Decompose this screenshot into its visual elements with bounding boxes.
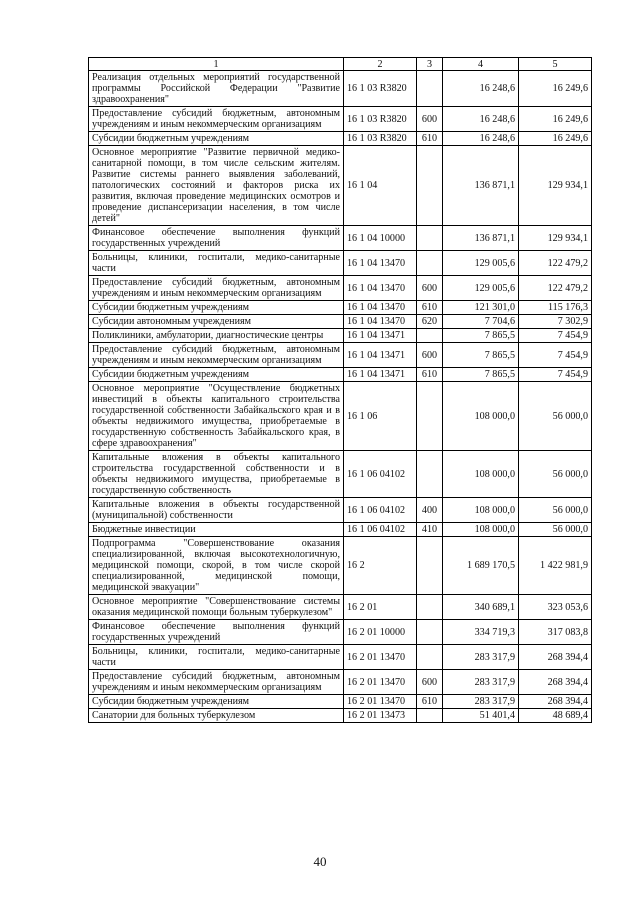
row-amount-2: 16 249,6 xyxy=(519,107,592,132)
row-expense-type: 410 xyxy=(417,523,443,537)
row-amount-1: 121 301,0 xyxy=(443,301,519,315)
row-name: Субсидии бюджетным учреждениям xyxy=(89,368,344,382)
row-code: 16 2 01 10000 xyxy=(344,620,417,645)
table-row xyxy=(89,146,592,226)
row-name: Субсидии бюджетным учреждениям xyxy=(89,301,344,315)
row-name: Больницы, клиники, госпитали, медико-санитарные части xyxy=(89,251,344,276)
header-col-5: 5 xyxy=(519,58,592,71)
row-code: 16 1 04 13470 xyxy=(344,276,417,301)
row-amount-1: 136 871,1 xyxy=(443,226,519,251)
table-row xyxy=(89,301,592,315)
row-expense-type xyxy=(417,709,443,723)
row-expense-type: 400 xyxy=(417,498,443,523)
row-amount-1: 7 865,5 xyxy=(443,343,519,368)
row-expense-type xyxy=(417,251,443,276)
row-code: 16 1 04 13471 xyxy=(344,343,417,368)
row-expense-type xyxy=(417,595,443,620)
row-code: 16 1 06 04102 xyxy=(344,451,417,498)
row-code: 16 1 03 R3820 xyxy=(344,132,417,146)
table-row xyxy=(89,709,592,723)
row-expense-type xyxy=(417,620,443,645)
row-amount-2: 122 479,2 xyxy=(519,276,592,301)
row-name: Финансовое обеспечение выполнения функций государственных учреждений xyxy=(89,620,344,645)
row-name: Субсидии бюджетным учреждениям xyxy=(89,695,344,709)
row-amount-2: 16 249,6 xyxy=(519,132,592,146)
row-amount-1: 340 689,1 xyxy=(443,595,519,620)
row-amount-2: 56 000,0 xyxy=(519,382,592,451)
row-amount-2: 56 000,0 xyxy=(519,451,592,498)
row-expense-type: 600 xyxy=(417,343,443,368)
row-code: 16 2 01 xyxy=(344,595,417,620)
table-row xyxy=(89,451,592,498)
row-name: Реализация отдельных мероприятий государственной программы Российской Федерации "Развитие здравоохранения" xyxy=(89,71,344,107)
row-amount-1: 283 317,9 xyxy=(443,645,519,670)
row-name: Основное мероприятие "Осуществление бюджетных инвестиций в объекты капитального строительства государственной собственности Забайкальского края и в объекты недвижимого имущества, приобретаемые в государственную собственность Забайкальского края, в сфере здравоохранения" xyxy=(89,382,344,451)
row-code: 16 1 04 13471 xyxy=(344,368,417,382)
row-amount-1: 283 317,9 xyxy=(443,670,519,695)
row-amount-1: 1 689 170,5 xyxy=(443,537,519,595)
row-expense-type xyxy=(417,645,443,670)
row-amount-1: 7 865,5 xyxy=(443,368,519,382)
row-code: 16 1 04 xyxy=(344,146,417,226)
row-amount-1: 16 248,6 xyxy=(443,132,519,146)
row-amount-1: 108 000,0 xyxy=(443,451,519,498)
header-row xyxy=(89,58,592,71)
row-amount-1: 136 871,1 xyxy=(443,146,519,226)
budget-table xyxy=(88,57,592,723)
table-row xyxy=(89,523,592,537)
table-row xyxy=(89,132,592,146)
table-row xyxy=(89,251,592,276)
row-amount-2: 323 053,6 xyxy=(519,595,592,620)
table-body xyxy=(89,71,592,723)
row-code: 16 1 04 13471 xyxy=(344,329,417,343)
row-amount-1: 108 000,0 xyxy=(443,523,519,537)
row-name: Санатории для больных туберкулезом xyxy=(89,709,344,723)
row-amount-2: 129 934,1 xyxy=(519,226,592,251)
row-expense-type xyxy=(417,537,443,595)
header-col-4: 4 xyxy=(443,58,519,71)
row-code: 16 2 01 13470 xyxy=(344,670,417,695)
table-row xyxy=(89,498,592,523)
row-amount-1: 7 704,6 xyxy=(443,315,519,329)
row-amount-2: 7 454,9 xyxy=(519,343,592,368)
table-row xyxy=(89,537,592,595)
row-amount-2: 7 454,9 xyxy=(519,329,592,343)
row-amount-1: 108 000,0 xyxy=(443,382,519,451)
table-row xyxy=(89,620,592,645)
table-row xyxy=(89,343,592,368)
row-expense-type xyxy=(417,329,443,343)
row-name: Бюджетные инвестиции xyxy=(89,523,344,537)
row-amount-1: 51 401,4 xyxy=(443,709,519,723)
row-code: 16 2 01 13470 xyxy=(344,695,417,709)
row-expense-type xyxy=(417,146,443,226)
row-amount-2: 56 000,0 xyxy=(519,498,592,523)
row-code: 16 2 xyxy=(344,537,417,595)
row-amount-2: 122 479,2 xyxy=(519,251,592,276)
row-name: Субсидии бюджетным учреждениям xyxy=(89,132,344,146)
row-code: 16 1 04 13470 xyxy=(344,301,417,315)
row-amount-1: 129 005,6 xyxy=(443,276,519,301)
table-row xyxy=(89,382,592,451)
row-amount-1: 108 000,0 xyxy=(443,498,519,523)
row-amount-1: 7 865,5 xyxy=(443,329,519,343)
header-col-2: 2 xyxy=(344,58,417,71)
row-expense-type xyxy=(417,71,443,107)
row-code: 16 2 01 13473 xyxy=(344,709,417,723)
row-amount-1: 16 248,6 xyxy=(443,107,519,132)
row-code: 16 1 06 04102 xyxy=(344,498,417,523)
row-name: Предоставление субсидий бюджетным, автономным учреждениям и иным некоммерческим организациям xyxy=(89,670,344,695)
row-amount-2: 7 454,9 xyxy=(519,368,592,382)
page-number: 40 xyxy=(313,854,327,869)
row-expense-type: 610 xyxy=(417,695,443,709)
row-expense-type: 620 xyxy=(417,315,443,329)
row-code: 16 1 04 13470 xyxy=(344,315,417,329)
row-name: Предоставление субсидий бюджетным, автономным учреждениям и иным некоммерческим организациям xyxy=(89,107,344,132)
row-code: 16 1 06 xyxy=(344,382,417,451)
row-code: 16 1 04 13470 xyxy=(344,251,417,276)
row-name: Предоставление субсидий бюджетным, автономным учреждениям и иным некоммерческим организациям xyxy=(89,343,344,368)
row-amount-2: 268 394,4 xyxy=(519,645,592,670)
row-amount-2: 16 249,6 xyxy=(519,71,592,107)
row-code: 16 1 03 R3820 xyxy=(344,71,417,107)
table-row xyxy=(89,695,592,709)
row-code: 16 1 06 04102 xyxy=(344,523,417,537)
table-row xyxy=(89,329,592,343)
row-amount-1: 16 248,6 xyxy=(443,71,519,107)
row-expense-type: 610 xyxy=(417,368,443,382)
row-name: Капитальные вложения в объекты государственной (муниципальной) собственности xyxy=(89,498,344,523)
row-expense-type xyxy=(417,226,443,251)
row-name: Основное мероприятие "Развитие первичной медико-санитарной помощи, в том числе сельским жителям. Развитие системы раннего выявления заболеваний, патологических состояний и факторов риска их развития, включая проведение медицинских осмотров и проведение диспансеризации населения, в том числе детей" xyxy=(89,146,344,226)
row-expense-type: 610 xyxy=(417,132,443,146)
row-amount-2: 115 176,3 xyxy=(519,301,592,315)
row-amount-1: 129 005,6 xyxy=(443,251,519,276)
table-header xyxy=(89,58,592,71)
table-row xyxy=(89,276,592,301)
table-row xyxy=(89,315,592,329)
row-amount-2: 1 422 981,9 xyxy=(519,537,592,595)
row-name: Финансовое обеспечение выполнения функций государственных учреждений xyxy=(89,226,344,251)
row-code: 16 1 04 10000 xyxy=(344,226,417,251)
row-amount-1: 283 317,9 xyxy=(443,695,519,709)
row-amount-2: 7 302,9 xyxy=(519,315,592,329)
row-expense-type: 600 xyxy=(417,276,443,301)
table-row xyxy=(89,226,592,251)
row-amount-2: 48 689,4 xyxy=(519,709,592,723)
table-row xyxy=(89,595,592,620)
row-name: Капитальные вложения в объекты капитального строительства государственной собственности и в объекты недвижимого имущества, приобретаемые в государственную собственность xyxy=(89,451,344,498)
header-col-3: 3 xyxy=(417,58,443,71)
row-expense-type: 600 xyxy=(417,107,443,132)
row-amount-2: 129 934,1 xyxy=(519,146,592,226)
row-name: Субсидии автономным учреждениям xyxy=(89,315,344,329)
row-code: 16 1 03 R3820 xyxy=(344,107,417,132)
table-row xyxy=(89,107,592,132)
row-name: Предоставление субсидий бюджетным, автономным учреждениям и иным некоммерческим организациям xyxy=(89,276,344,301)
row-amount-2: 56 000,0 xyxy=(519,523,592,537)
row-expense-type xyxy=(417,451,443,498)
row-amount-2: 268 394,4 xyxy=(519,670,592,695)
row-name: Больницы, клиники, госпитали, медико-санитарные части xyxy=(89,645,344,670)
header-col-1: 1 xyxy=(89,58,344,71)
table-row xyxy=(89,368,592,382)
row-expense-type: 600 xyxy=(417,670,443,695)
row-expense-type: 610 xyxy=(417,301,443,315)
table-row xyxy=(89,645,592,670)
row-name: Поликлиники, амбулатории, диагностические центры xyxy=(89,329,344,343)
row-expense-type xyxy=(417,382,443,451)
row-code: 16 2 01 13470 xyxy=(344,645,417,670)
row-name: Основное мероприятие "Совершенствование системы оказания медицинской помощи больным туберкулезом" xyxy=(89,595,344,620)
row-amount-2: 268 394,4 xyxy=(519,695,592,709)
table-row xyxy=(89,670,592,695)
row-amount-2: 317 083,8 xyxy=(519,620,592,645)
row-name: Подпрограмма "Совершенствование оказания специализированной, включая высокотехнологичную, медицинской помощи, скорой, в том числе скорой специализированной, медицинской помощи, медицинской эвакуации" xyxy=(89,537,344,595)
table-row xyxy=(89,71,592,107)
row-amount-1: 334 719,3 xyxy=(443,620,519,645)
